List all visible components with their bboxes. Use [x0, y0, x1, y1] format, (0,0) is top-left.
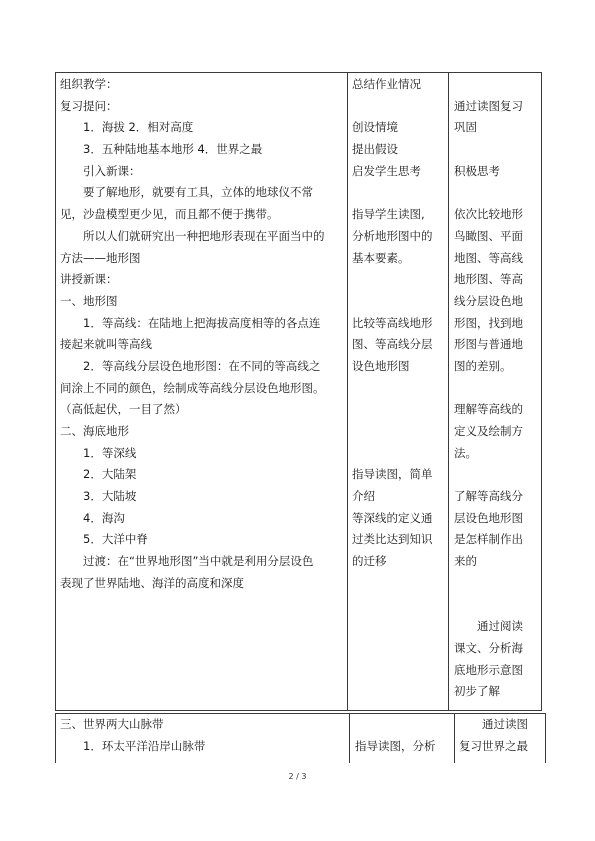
page-number: 2 / 3 — [288, 772, 307, 781]
text-line: 形图，找到地 — [454, 315, 523, 330]
text-line: 比较等高线地形 — [352, 315, 433, 330]
text-line: 3．大陆坡 — [60, 489, 137, 504]
text-line: 巩固 — [454, 120, 477, 135]
text-line — [352, 421, 446, 443]
text-line: 形图与普通地 — [454, 337, 523, 352]
table2-divider-2 — [454, 713, 455, 763]
text-line: 所以人们就研究出一种把地形表现在平面当中的 — [60, 228, 325, 243]
text-line: 过渡：在“世界地形图”当中就是利用分层设色 — [60, 554, 314, 569]
table1-divider-1 — [347, 72, 348, 711]
text-line — [454, 139, 540, 161]
text-line — [352, 291, 446, 313]
text-line — [454, 464, 540, 486]
text-line: 通过阅读 — [454, 619, 523, 634]
text-line — [352, 378, 446, 400]
text-line: 3．五种陆地基本地形 4．世界之最 — [60, 142, 263, 157]
text-line: 指导学生读图, — [352, 207, 425, 222]
text-line: 定义及绘制方 — [454, 424, 523, 438]
text-line: 1．等深线 — [60, 445, 137, 460]
text-line: 三、世界两大山脉带 — [60, 717, 164, 731]
text-line: 等深线的定义通 — [352, 510, 433, 525]
text-line: 课文、分析海 — [454, 640, 523, 655]
text-line: 复习世界之最 — [459, 738, 528, 753]
text-line: 指导读图，分析 — [355, 738, 436, 753]
text-line: 法。 — [454, 445, 477, 460]
text-line: 通过读图 — [459, 717, 528, 731]
text-line: 1．海拔 2．相对高度 — [60, 120, 194, 135]
table1-divider-2 — [448, 72, 449, 711]
text-line: 要了解地形，就要有工具，立体的地球仪不常 — [60, 185, 313, 200]
text-line: 组织教学： — [60, 77, 118, 91]
text-line — [352, 443, 446, 465]
text-line: 的迁移 — [352, 554, 387, 569]
text-line: 底地形示意图 — [454, 662, 523, 677]
text-line: 提出假设 — [352, 142, 398, 157]
text-line: 层设色地形图 — [454, 510, 523, 525]
text-line: 1．环太平洋沿岸山脉带 — [60, 738, 206, 753]
text-line: 二、海底地形 — [60, 424, 129, 438]
text-line — [454, 378, 540, 400]
text-line: 创设情境 — [352, 120, 398, 135]
text-line: 线分层设色地 — [454, 293, 523, 308]
text-line: 依次比较地形 — [454, 207, 523, 222]
text-line: 图、等高线分层 — [352, 337, 433, 352]
text-line: （高低起伏，一目了然） — [60, 402, 187, 417]
text-line: 2．大陆架 — [60, 467, 137, 482]
table2-teaching-process-cell — [60, 714, 347, 757]
text-line — [352, 96, 446, 118]
text-line: 鸟瞰图、平面 — [454, 228, 523, 243]
table1-border-right — [541, 72, 542, 711]
text-line: 通过读图复习 — [454, 98, 523, 113]
text-line: 图的差别。 — [454, 358, 512, 373]
table1-border-top — [55, 72, 542, 73]
text-line: 来的 — [454, 554, 477, 569]
text-line — [454, 182, 540, 204]
text-line: 分析地形图中的 — [352, 228, 433, 243]
text-line: 初步了解 — [454, 684, 500, 699]
text-line — [355, 714, 452, 736]
text-line: 指导读图，简单 — [352, 467, 433, 482]
text-line: 见，沙盘模型更少见，而且都不便于携带。 — [60, 207, 279, 222]
text-line: 介绍 — [352, 489, 375, 504]
text-line: 地图、等高线 — [454, 250, 523, 265]
text-line: 复习提问： — [60, 98, 118, 113]
table2-border-right — [545, 713, 546, 763]
text-line: 2．等高线分层设色地形图：在不同的等高线之 — [60, 358, 321, 373]
text-line: 过类比达到知识 — [352, 532, 433, 547]
table2-border-left — [55, 713, 56, 763]
text-line: 间涂上不同的颜色，绘制成等高线分层设色地形图。 — [60, 380, 325, 395]
table1-border-left — [55, 72, 56, 711]
text-line: 积极思考 — [454, 163, 500, 178]
text-line — [352, 182, 446, 204]
text-line: 地形图、等高 — [454, 272, 523, 287]
text-line: 5．大洋中脊 — [60, 532, 148, 547]
text-line — [352, 399, 446, 421]
text-line — [352, 269, 446, 291]
table1-teaching-process-cell — [60, 74, 345, 595]
table2-student-activity-cell — [459, 714, 544, 757]
text-line: 一、地形图 — [60, 293, 118, 308]
table1-student-activity-cell — [454, 74, 540, 703]
text-line: 是怎样制作出 — [454, 532, 523, 547]
text-line: 接起来就叫等高线 — [60, 337, 152, 352]
text-line — [454, 573, 540, 595]
text-line: 4．海沟 — [60, 510, 125, 525]
text-line: 设色地形图 — [352, 358, 410, 373]
text-line: 讲授新课： — [60, 272, 118, 287]
text-line: 引入新课： — [60, 163, 141, 178]
text-line: 总结作业情况 — [352, 77, 421, 91]
text-line: 启发学生思考 — [352, 163, 421, 178]
text-line — [454, 595, 540, 617]
text-line — [454, 74, 540, 96]
table2-divider-1 — [349, 713, 350, 763]
text-line: 基本要素。 — [352, 250, 410, 265]
table1-teacher-activity-cell — [352, 74, 446, 573]
text-line: 理解等高线的 — [454, 402, 523, 417]
text-line: 了解等高线分 — [454, 489, 523, 504]
table1-border-bottom — [55, 710, 542, 711]
table2-teacher-activity-cell — [355, 714, 452, 757]
text-line: 方法——地形图 — [60, 250, 141, 265]
text-line: 1．等高线：在陆地上把海拔高度相等的各点连 — [60, 315, 321, 330]
text-line: 表现了世界陆地、海洋的高度和深度 — [60, 575, 244, 590]
